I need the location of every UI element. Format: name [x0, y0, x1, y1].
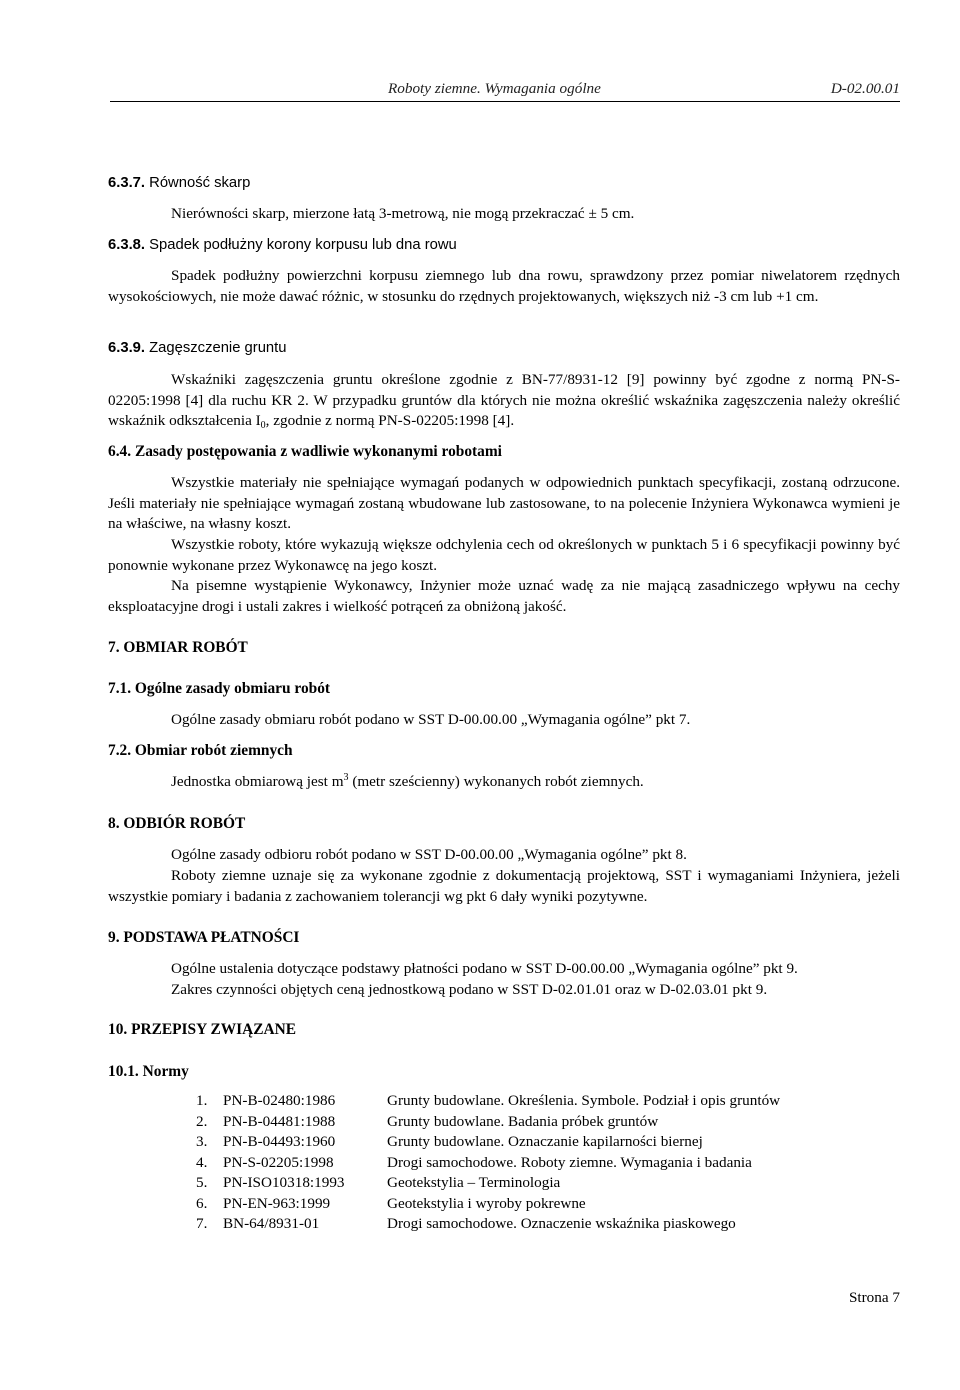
- norm-code: BN-64/8931-01: [223, 1215, 320, 1232]
- norm-number: 3.: [196, 1133, 208, 1150]
- superscript-three: 3: [343, 772, 349, 783]
- norm-number: 5.: [196, 1174, 208, 1191]
- section-10-1-heading: 10.1. Normy: [108, 1063, 189, 1080]
- norm-description: Drogi samochodowe. Roboty ziemne. Wymagania i badania: [387, 1153, 752, 1171]
- norm-number: 6.: [196, 1194, 208, 1212]
- norms-table: [196, 1091, 831, 1235]
- section-9-heading: 9. PODSTAWA PŁATNOŚCI: [108, 929, 300, 946]
- section-number: 6.3.8.: [108, 237, 146, 253]
- norm-code: PN-EN-963:1999: [223, 1194, 331, 1212]
- norm-description: Geotekstylia i wyroby pokrewne: [387, 1194, 586, 1212]
- norm-number: 1.: [196, 1092, 208, 1109]
- norm-number: 4.: [196, 1153, 208, 1171]
- norm-number: 2.: [196, 1112, 208, 1130]
- norm-code: PN-B-04493:1960: [223, 1133, 336, 1150]
- section-7-2-text: [171, 772, 644, 793]
- section-6-3-8-heading: [108, 235, 457, 256]
- norm-description: Grunty budowlane. Określenia. Symbole. Podział i opis gruntów: [387, 1092, 781, 1109]
- norm-description: Grunty budowlane. Badania próbek gruntów: [387, 1112, 659, 1130]
- subscript-zero: 0: [260, 420, 266, 431]
- section-9-line-2: Zakres czynności objętych ceną jednostkową podano w SST D-02.01.01 oraz w D-02.03.01 pkt 9.: [171, 981, 768, 998]
- header-doc-code: D-02.00.01: [830, 80, 900, 97]
- norm-row: [196, 1091, 831, 1112]
- section-7-1-text: Ogólne zasady obmiaru robót podano w SST D-00.00.00 „Wymagania ogólne” pkt 7.: [171, 711, 691, 728]
- page-header: [110, 79, 900, 102]
- section-title: Zasady postępowania z wadliwie wykonanymi robotami: [131, 443, 502, 460]
- norm-row: [196, 1132, 831, 1153]
- section-6-3-7-heading: [108, 173, 250, 194]
- norm-description: Geotekstylia – Terminologia: [387, 1174, 561, 1191]
- section-7-2-text-part2: (metr sześcienny) wykonanych robót ziemnych.: [348, 773, 644, 790]
- section-6-3-8-text: Spadek podłużny powierzchni korpusu ziemnego lub dna rowu, sprawdzony przez pomiar niwelatorem rzędnych wysokościowych, nie może dawać różnic, w stosunku do rzędnych projektowanych, większych niż -3 cm lub +1 cm.: [108, 267, 900, 305]
- section-7-1-heading: 7.1. Ogólne zasady obmiaru robót: [108, 680, 331, 697]
- section-number: 6.4.: [108, 443, 132, 460]
- norm-code: PN-S-02205:1998: [223, 1153, 334, 1171]
- section-number: 6.3.9.: [108, 340, 146, 356]
- section-7-2-text-part1: Jednostka obmiarową jest m: [171, 773, 344, 790]
- section-10-heading: 10. PRZEPISY ZWIĄZANE: [108, 1021, 296, 1038]
- section-title: Równość skarp: [145, 175, 251, 191]
- section-6-3-9-text: [108, 370, 900, 432]
- section-8-heading: 8. ODBIÓR ROBÓT: [108, 815, 246, 832]
- norm-description: Drogi samochodowe. Oznaczenie wskaźnika piaskowego: [387, 1215, 736, 1232]
- norm-row: [196, 1173, 831, 1194]
- page-number: Strona 7: [848, 1289, 900, 1306]
- section-title: Zagęszczenie gruntu: [145, 340, 287, 356]
- norm-row: [196, 1214, 831, 1235]
- section-9-line-1: Ogólne ustalenia dotyczące podstawy płatności podano w SST D-00.00.00 „Wymagania ogólne” pkt 9.: [171, 960, 798, 977]
- norm-code: PN-ISO10318:1993: [223, 1174, 345, 1191]
- section-title: Spadek podłużny korony korpusu lub dna rowu: [145, 237, 457, 253]
- norm-row: [196, 1153, 831, 1174]
- section-6-4-paragraph-1: Wszystkie materiały nie spełniające wymagań podanych w odpowiednich punktach specyfikacji, zostaną odrzucone. Jeśli materiały nie spełniające wymagań zostaną wbudowane lub zastosowane, to na polecenie Inżyniera Wykonawca wymieni je na właściwe, na własny koszt.: [108, 474, 900, 532]
- section-6-4-paragraph-3: Na pisemne wystąpienie Wykonawcy, Inżynier może uznać wadę za nie mającą zasadniczego wpływu na cechy eksploatacyjne drogi i ustali zakres i wielkość potrąceń za obniżoną jakość.: [108, 577, 900, 615]
- section-7-2-heading: 7.2. Obmiar robót ziemnych: [108, 742, 293, 759]
- header-title: Roboty ziemne. Wymagania ogólne: [388, 80, 601, 97]
- norm-code: PN-B-04481:1988: [223, 1112, 336, 1130]
- norm-code: PN-B-02480:1986: [223, 1092, 336, 1109]
- section-7-heading: 7. OBMIAR ROBÓT: [108, 639, 248, 656]
- section-6-3-9-heading: [108, 338, 287, 359]
- section-6-3-7-text: Nierówności skarp, mierzone łatą 3-metrową, nie mogą przekraczać ± 5 cm.: [171, 205, 635, 222]
- norm-number: 7.: [196, 1215, 208, 1232]
- section-6-3-9-text-part2: , zgodnie z normą PN-S-02205:1998 [4].: [265, 412, 515, 429]
- section-6-3-9-text-part1: Wskaźniki zagęszczenia gruntu określone zgodnie z BN-77/8931-12 [9] powinny być zgodne z normą PN-S-02205:1998 [4] dla ruchu KR 2. W przypadku gruntów dla których nie można określić wskaźnika zagęszczenia należy określić wskaźnik odkształcenia I: [108, 371, 900, 429]
- norm-row: [196, 1112, 831, 1133]
- section-8-paragraph-2: Roboty ziemne uznaje się za wykonane zgodnie z dokumentacją projektową, SST i wymaganiami Inżyniera, jeżeli wszystkie pomiary i badania z zachowaniem tolerancji wg pkt 6 dały wyniki pozytywne.: [108, 867, 900, 905]
- section-6-4-paragraph-2: Wszystkie roboty, które wykazują większe odchylenia cech od określonych w punktach 5 i 6 specyfikacji powinny być ponownie wykonane przez Wykonawcę na jego koszt.: [108, 536, 900, 574]
- norm-row: [196, 1194, 831, 1215]
- section-6-4-heading: [108, 442, 502, 463]
- norm-description: Grunty budowlane. Oznaczanie kapilarności biernej: [387, 1133, 703, 1150]
- section-8-line-1: Ogólne zasady odbioru robót podano w SST D-00.00.00 „Wymagania ogólne” pkt 8.: [171, 846, 687, 863]
- section-number: 6.3.7.: [108, 175, 146, 191]
